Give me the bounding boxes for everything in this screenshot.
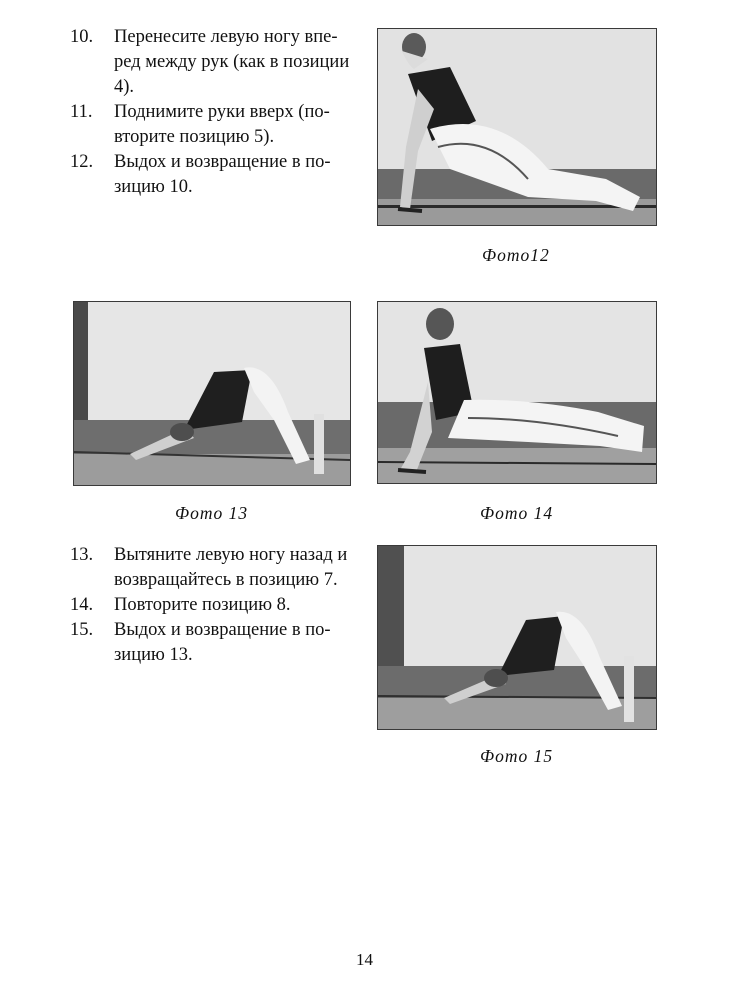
step-number: 14. [70,595,94,615]
page-number: 14 [356,950,373,969]
step-text: Перенесите левую ногу вперед между рук (как в позиции 4). [114,27,350,97]
instruction-step [70,618,362,668]
step-text: Вытяните левую ногу назад и возвращайтесь в позицию 7. [114,545,348,590]
photo-12 [377,28,657,226]
photo-14 [377,301,657,484]
step-number: 10. [70,27,94,47]
photo-14-caption: Фото 14 [480,503,554,523]
step-text: Выдох и возвращение в позицию 10. [114,152,331,197]
photo-13 [73,301,351,486]
instruction-step [70,543,362,593]
step-number: 13. [70,545,94,565]
instruction-step [70,25,355,100]
instruction-step [70,593,362,618]
instruction-list-bottom [70,543,362,668]
photo-15 [377,545,657,730]
instruction-step [70,100,355,150]
step-number: 15. [70,620,94,640]
photo-13-caption: Фото 13 [175,503,249,523]
instruction-step [70,150,355,200]
step-text: Повторите позицию 8. [114,595,291,615]
step-text: Выдох и возвращение в позицию 13. [114,620,331,665]
instruction-list-top [70,25,355,200]
step-number: 11. [70,102,93,122]
step-number: 12. [70,152,94,172]
step-text: Поднимите руки вверх (повторите позицию 5). [114,102,330,147]
photo-15-caption: Фото 15 [480,746,554,766]
photo-12-caption: Фото12 [482,245,550,265]
